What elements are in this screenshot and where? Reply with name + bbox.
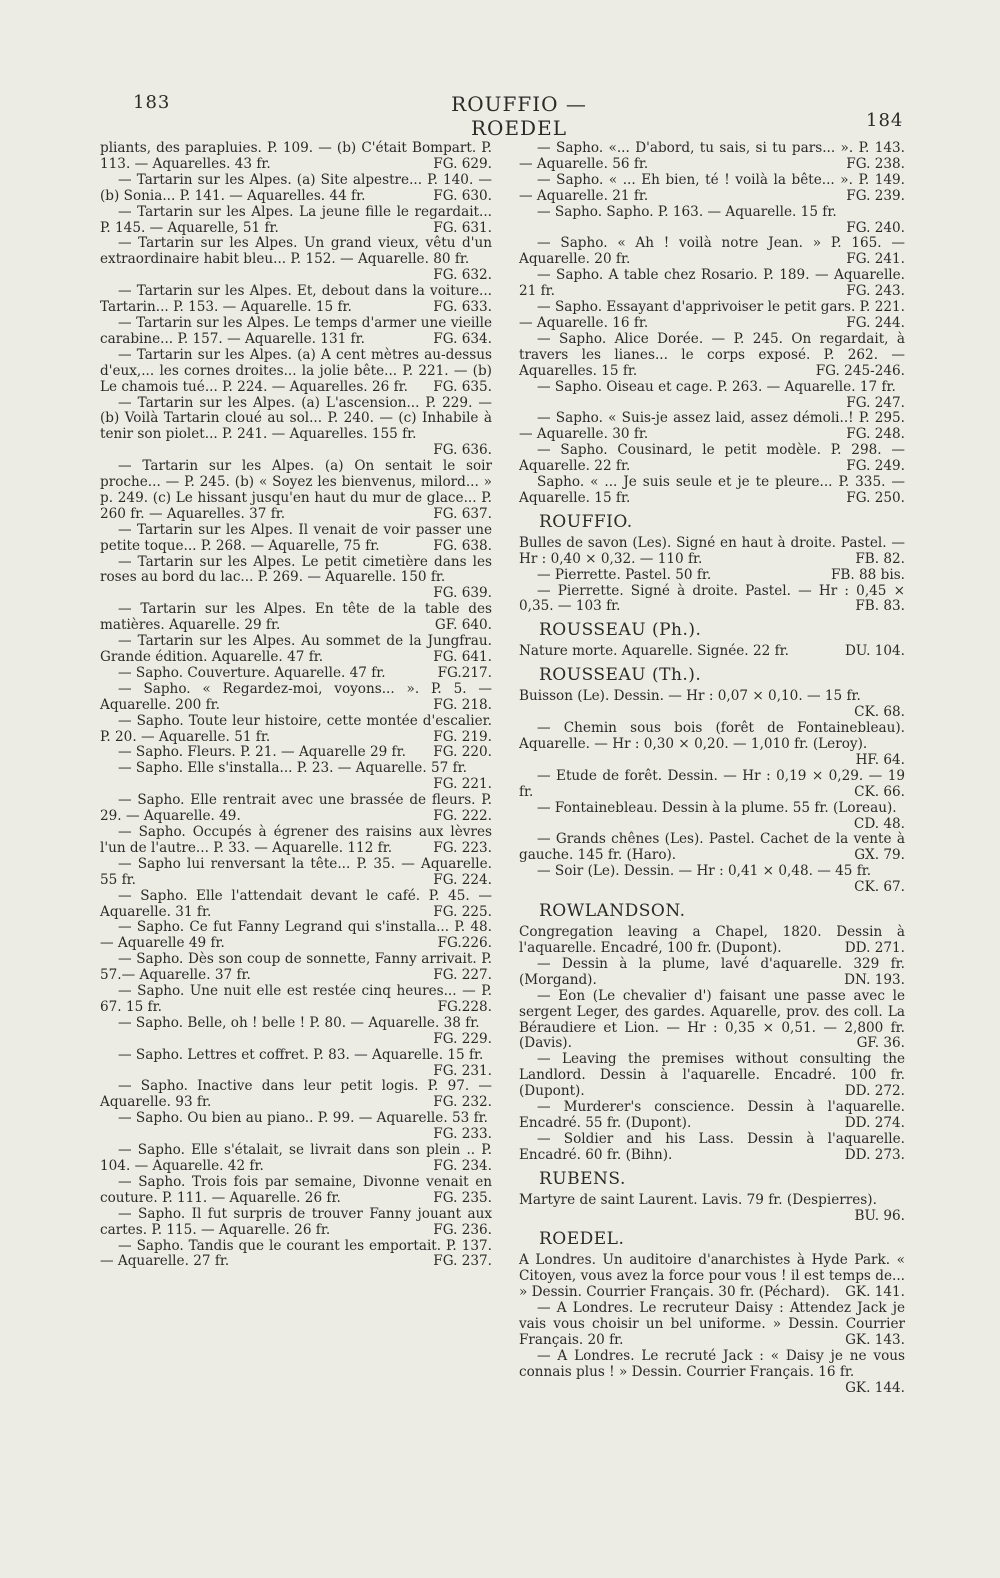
- catalog-entry: [519, 801, 905, 833]
- catalog-entry: [519, 864, 905, 896]
- entry-text: pliants, des parapluies. P. 109. — (b) C'était Bompart. P. 113. — Aquarelles. 43 fr.: [100, 140, 492, 172]
- entry-reference: FG. 250.: [846, 489, 905, 506]
- entry-text: — Tartarin sur les Alpes. Au sommet de la Jungfrau. Grande édition. Aquarelle. 47 fr.: [100, 633, 492, 665]
- catalog-entry: [100, 1048, 492, 1080]
- entry-reference: FG. 630.: [433, 187, 492, 204]
- entry-text: — Sapho. Belle, oh ! belle ! P. 80. — Aquarelle. 38 fr.: [118, 1014, 480, 1031]
- entry-text: — Sapho. « Ah ! voilà notre Jean. » P. 165. — Aquarelle. 20 fr.: [519, 235, 905, 268]
- entry-text: — A Londres. Le recruteur Daisy : Attendez Jack je vais vous choisir un bel uniforme. » Dessin. Courrier Français. 20 fr.: [519, 1300, 905, 1348]
- entry-text: — Sapho. « Regardez-moi, voyons... ». P. 5. — Aquarelle. 200 fr.: [100, 680, 492, 713]
- entry-reference: GF. 36.: [856, 1035, 905, 1052]
- entry-text: — Tartarin sur les Alpes. Il venait de voir passer une petite toque... P. 268. — Aquarelle, 75 fr.: [100, 521, 492, 554]
- entry-reference: GK. 141.: [845, 1284, 905, 1301]
- entry-text: — Tartarin sur les Alpes. En tête de la table des matières. Aquarelle. 29 fr.: [100, 601, 492, 634]
- catalog-entry: [100, 173, 492, 205]
- entry-reference: GK. 144.: [845, 1379, 905, 1396]
- left-column: [100, 141, 492, 1270]
- entry-text: Congregation leaving a Chapel, 1820. Dessin à l'aquarelle. Encadré, 100 fr. (Dupont).: [519, 924, 905, 956]
- catalog-entry: [100, 555, 492, 603]
- entry-reference: FG. 232.: [433, 1094, 492, 1111]
- entry-reference: CK. 68.: [854, 704, 905, 721]
- entry-text: — A Londres. Le recruté Jack : « Daisy je ne vous connais plus ! » Dessin. Courrier Français. 16 fr.: [519, 1347, 905, 1380]
- right-column: [519, 141, 905, 1397]
- entry-reference: FG. 636.: [433, 442, 492, 459]
- artist-heading: ROUFFIO.: [539, 511, 633, 532]
- entry-text: — Soldier and his Lass. Dessin à l'aquarelle. Encadré. 60 fr. (Bihn).: [519, 1130, 905, 1163]
- entry-text: — Tartarin sur les Alpes. (a) On sentait le soir proche... — P. 245. (b) « Soyez les bienvenus, milord... » p. 249. (c) Le hissant jusqu'en haut du mur de glace... P. 260 fr. — Aquarelles. 37 fr.: [100, 458, 492, 522]
- catalog-entry: [519, 380, 905, 412]
- entry-text: — Sapho. Fleurs. P. 21. — Aquarelle 29 fr.: [118, 744, 406, 761]
- catalog-entry: [100, 952, 492, 984]
- catalog-entry: [519, 173, 905, 205]
- catalog-entry: [100, 523, 492, 555]
- catalog-entry: [100, 459, 492, 523]
- entry-reference: FG. 631.: [433, 219, 492, 236]
- catalog-entry: [100, 825, 492, 857]
- entry-reference: FG. 236.: [433, 1221, 492, 1238]
- catalog-entry: [100, 1239, 492, 1271]
- entry-text: — Sapho. Ou bien au piano.. P. 99. — Aquarelle. 53 fr.: [118, 1110, 488, 1127]
- entry-text: Nature morte. Aquarelle. Signée. 22 fr.: [519, 643, 789, 660]
- entry-reference: FG. 248.: [846, 426, 905, 443]
- entry-reference: GF. 640.: [434, 617, 492, 634]
- entry-reference: FG. 238.: [846, 155, 905, 172]
- entry-reference: DU. 104.: [844, 643, 905, 660]
- entry-reference: CK. 66.: [854, 783, 905, 800]
- entry-text: Buisson (Le). Dessin. — Hr : 0,07 × 0,10. — 15 fr.: [519, 688, 861, 705]
- entry-reference: FG. 244.: [846, 314, 905, 331]
- entry-text: — Sapho. Ce fut Fanny Legrand qui s'installa... P. 48. — Aquarelle 49 fr.: [100, 919, 492, 952]
- entry-reference: FG. 637.: [433, 505, 492, 522]
- catalog-entry: [519, 832, 905, 864]
- catalog-entry: [519, 989, 905, 1053]
- entry-reference: FG.217.: [437, 664, 492, 681]
- catalog-entry: [100, 1143, 492, 1175]
- entry-reference: HF. 64.: [855, 751, 905, 768]
- catalog-entry: [519, 536, 905, 568]
- entry-reference: FG. 639.: [433, 585, 492, 602]
- entry-reference: FG. 245-246.: [815, 362, 905, 379]
- entry-text: — Tartarin sur les Alpes. Et, debout dans la voiture... Tartarin... P. 153. — Aquarelle. 15 fr.: [100, 283, 492, 316]
- catalog-entry: [519, 1253, 905, 1301]
- entry-text: — Pierrette. Signé à droite. Pastel. — Hr : 0,45 × 0,35. — 103 fr.: [519, 582, 905, 615]
- entry-reference: DD. 273.: [844, 1146, 905, 1163]
- entry-reference: FG. 235.: [433, 1189, 492, 1206]
- entry-reference: FG. 229.: [433, 1030, 492, 1047]
- entry-reference: DD. 271.: [844, 939, 905, 956]
- catalog-entry: [100, 793, 492, 825]
- catalog-entry: [100, 1175, 492, 1207]
- entry-reference: FG. 629.: [433, 155, 492, 172]
- entry-reference: FG. 641.: [433, 649, 492, 665]
- catalog-entry: [519, 925, 905, 957]
- entry-reference: FG. 240.: [846, 219, 905, 236]
- entry-text: — Soir (Le). Dessin. — Hr : 0,41 × 0,48. — 45 fr.: [537, 863, 872, 880]
- catalog-entry: [519, 1132, 905, 1164]
- entry-reference: FG. 247.: [846, 394, 905, 411]
- entry-reference: FG. 225.: [433, 903, 492, 920]
- entry-text: — Sapho. Sapho. P. 163. — Aquarelle. 15 fr.: [537, 203, 837, 220]
- catalog-entry: [519, 411, 905, 443]
- catalog-entry: [519, 475, 905, 507]
- entry-text: — Sapho. Lettres et coffret. P. 83. — Aquarelle. 15 fr.: [118, 1046, 484, 1063]
- catalog-entry: [519, 332, 905, 380]
- artist-heading: ROWLANDSON.: [539, 901, 686, 922]
- entry-reference: FG. 227.: [433, 967, 492, 984]
- entry-text: — Sapho. Elle rentrait avec une brassée de fleurs. P. 29. — Aquarelle. 49.: [100, 792, 492, 825]
- entry-text: A Londres. Un auditoire d'anarchistes à Hyde Park. « Citoyen, vous avez la force pour vous ! il est temps de... » Dessin. Courrier Français. 30 fr. (Péchard).: [519, 1252, 905, 1301]
- entry-text: — Sapho. Occupés à égrener des raisins aux lèvres l'un de l'autre... P. 33. — Aquarelle. 112 fr.: [100, 823, 492, 856]
- catalog-entry: [519, 205, 905, 237]
- entry-text: — Sapho. Cousinard, le petit modèle. P. 298. — Aquarelle. 22 fr.: [519, 442, 905, 475]
- catalog-entry: [519, 300, 905, 332]
- catalog-entry: [100, 761, 492, 793]
- catalog-entry: [100, 920, 492, 952]
- entry-text: — Leaving the premises without consulting the Landlord. Dessin à l'aquarelle. Encadré. 100 fr. (Dupont).: [519, 1051, 905, 1100]
- entry-reference: FG. 635.: [433, 378, 492, 395]
- entry-reference: FG. 237.: [433, 1253, 492, 1270]
- catalog-entry: [519, 584, 905, 616]
- entry-text: — Sapho. Trois fois par semaine, Divonne venait en couture. P. 111. — Aquarelle. 26 fr.: [100, 1173, 492, 1206]
- entry-text: — Sapho. Elle s'installa... P. 23. — Aquarelle. 57 fr.: [118, 760, 467, 777]
- entry-reference: FG. 633.: [433, 299, 492, 316]
- running-head: ROUFFIO — ROEDEL: [451, 92, 587, 140]
- entry-reference: FG. 220.: [433, 744, 492, 761]
- entry-text: Martyre de saint Laurent. Lavis. 79 fr. (Despierres).: [519, 1191, 877, 1208]
- artist-heading: ROEDEL.: [539, 1229, 625, 1250]
- catalog-entry: [100, 666, 492, 682]
- entry-text: — Sapho. A table chez Rosario. P. 189. — Aquarelle. 21 fr.: [519, 267, 905, 300]
- entry-text: — Sapho. Couverture. Aquarelle. 47 fr.: [118, 664, 386, 681]
- entry-text: — Pierrette. Pastel. 50 fr.: [537, 566, 712, 583]
- catalog-entry: [519, 568, 905, 584]
- catalog-entry: [519, 141, 905, 173]
- artist-heading: RUBENS.: [539, 1168, 626, 1189]
- entry-reference: FG. 224.: [433, 871, 492, 888]
- catalog-entry: [100, 141, 492, 173]
- catalog-entry: [100, 1207, 492, 1239]
- catalog-entry: [519, 268, 905, 300]
- catalog-entry: [100, 602, 492, 634]
- entry-text: — Grands chênes (Les). Pastel. Cachet de la vente à gauche. 145 fr. (Haro).: [519, 831, 905, 864]
- catalog-entry: [100, 984, 492, 1016]
- entry-text: — Chemin sous bois (forêt de Fontainebleau). Aquarelle. — Hr : 0,30 × 0,20. — 1,010 fr. (Leroy).: [519, 720, 905, 752]
- entry-reference: FG. 638.: [433, 537, 492, 554]
- catalog-entry: [100, 396, 492, 460]
- catalog-entry: [519, 644, 905, 660]
- entry-reference: FG. 234.: [433, 1158, 492, 1174]
- entry-text: — Sapho. «... D'abord, tu sais, si tu pars... ». P. 143. — Aquarelle. 56 fr.: [519, 140, 905, 172]
- entry-reference: FG. 233.: [433, 1126, 492, 1143]
- catalog-entry: [100, 634, 492, 666]
- catalog-entry: [100, 889, 492, 921]
- entry-reference: FG. 632.: [433, 267, 492, 284]
- entry-text: — Sapho. « Suis-je assez laid, assez démoli..! P. 295. — Aquarelle. 30 fr.: [519, 410, 905, 443]
- entry-reference: DD. 274.: [844, 1114, 905, 1131]
- entry-text: — Tartarin sur les Alpes. Le temps d'armer une vieille carabine... P. 157. — Aquarelle. 131 fr.: [100, 314, 492, 347]
- catalog-entry: [519, 236, 905, 268]
- artist-heading: ROUSSEAU (Ph.).: [539, 620, 702, 641]
- page-number-right: 184: [866, 110, 904, 131]
- entry-reference: FG. 243.: [846, 283, 905, 300]
- entry-text: — Etude de forêt. Dessin. — Hr : 0,19 × 0,29. — 19 fr.: [519, 767, 905, 800]
- entry-reference: DN. 193.: [844, 971, 905, 988]
- entry-reference: FG. 218.: [433, 696, 492, 713]
- entry-text: — Tartarin sur les Alpes. (a) Site alpestre... P. 140. — (b) Sonia... P. 141. — Aquarelles. 44 fr.: [100, 171, 492, 204]
- entry-reference: FG. 223.: [433, 839, 492, 856]
- entry-text: Sapho. « ... Je suis seule et je te pleure... P. 335. — Aquarelle. 15 fr.: [519, 474, 905, 506]
- catalog-entry: [100, 1016, 492, 1048]
- entry-text: — Murderer's conscience. Dessin à l'aquarelle. Encadré. 55 fr. (Dupont).: [519, 1099, 905, 1131]
- entry-reference: FG. 634.: [433, 330, 492, 347]
- entry-text: — Sapho. Inactive dans leur petit logis. P. 97. — Aquarelle. 93 fr.: [100, 1078, 492, 1111]
- entry-text: — Tartarin sur les Alpes. Le petit cimetière dans les roses au bord du lac... P. 269. — Aquarelle. 150 fr.: [100, 553, 492, 586]
- entry-text: — Sapho. « ... Eh bien, té ! voilà la bête... ». P. 149. — Aquarelle. 21 fr.: [519, 171, 905, 204]
- entry-reference: BU. 96.: [854, 1207, 905, 1224]
- catalog-entry: [519, 1193, 905, 1225]
- catalog-entry: [519, 1349, 905, 1397]
- catalog-entry: [100, 682, 492, 714]
- catalog-entry: [519, 689, 905, 721]
- entry-reference: FG. 231.: [433, 1062, 492, 1079]
- entry-reference: FG. 241.: [846, 251, 905, 268]
- artist-heading: ROUSSEAU (Th.).: [539, 665, 702, 686]
- catalog-entry: [519, 1301, 905, 1349]
- entry-reference: FG. 239.: [846, 187, 905, 204]
- entry-text: — Sapho. Tandis que le courant les emportait. P. 137. — Aquarelle. 27 fr.: [100, 1237, 492, 1270]
- catalog-entry: [100, 1079, 492, 1111]
- entry-reference: CD. 48.: [853, 815, 905, 832]
- catalog-entry: [519, 443, 905, 475]
- entry-text: — Tartarin sur les Alpes. (a) A cent mètres au-dessus d'eux,... les cornes droites... la jolie bête... P. 221. — (b) Le chamois tué... P. 224. — Aquarelles. 26 fr.: [100, 346, 492, 395]
- entry-text: — Dessin à la plume, lavé d'aquarelle. 329 fr. (Morgand).: [519, 955, 905, 988]
- entry-text: — Sapho lui renversant la tête... P. 35. — Aquarelle. 55 fr.: [100, 855, 492, 888]
- catalog-entry: [100, 316, 492, 348]
- page-number-left: 183: [133, 92, 171, 113]
- entry-reference: FG. 219.: [433, 728, 492, 745]
- entry-text: — Sapho. Toute leur histoire, cette montée d'escalier. P. 20. — Aquarelle. 51 fr.: [100, 712, 492, 745]
- catalog-entry: [100, 745, 492, 761]
- entry-text: — Sapho. Elle l'attendait devant le café. P. 45. — Aquarelle. 31 fr.: [100, 887, 492, 920]
- catalog-entry: [100, 205, 492, 237]
- entry-reference: FB. 82.: [855, 550, 905, 567]
- entry-text: — Tartarin sur les Alpes. (a) L'ascension... P. 229. — (b) Voilà Tartarin cloué au sol... P. 240. — (c) Inhabile à tenir son piolet... P. 241. — Aquarelles. 155 fr.: [100, 394, 492, 443]
- entry-text: — Sapho. Une nuit elle est restée cinq heures... — P. 67. 15 fr.: [100, 983, 492, 1015]
- entry-reference: DD. 272.: [844, 1083, 905, 1100]
- entry-text: — Sapho. Il fut surpris de trouver Fanny jouant aux cartes. P. 115. — Aquarelle. 26 fr.: [100, 1205, 492, 1238]
- entry-reference: FG.226.: [437, 935, 492, 952]
- entry-reference: FB. 83.: [855, 598, 905, 615]
- entry-reference: CK. 67.: [854, 879, 905, 896]
- catalog-entry: [100, 857, 492, 889]
- entry-text: — Fontainebleau. Dessin à la plume. 55 fr. (Loreau).: [537, 799, 897, 816]
- catalog-entry: [100, 284, 492, 316]
- entry-reference: FG. 249.: [846, 458, 905, 475]
- catalog-entry: [519, 1052, 905, 1100]
- catalog-entry: [100, 1111, 492, 1143]
- entry-text: — Sapho. Essayant d'apprivoiser le petit gars. P. 221. — Aquarelle. 16 fr.: [519, 299, 905, 331]
- entry-reference: FB. 88 bis.: [830, 566, 905, 583]
- entry-text: Bulles de savon (Les). Signé en haut à droite. Pastel. — Hr : 0,40 × 0,32. — 110 fr.: [519, 534, 905, 567]
- entry-text: — Tartarin sur les Alpes. Un grand vieux, vêtu d'un extraordinaire habit bleu... P. 152. — Aquarelle. 80 fr.: [100, 235, 492, 268]
- catalog-entry: [100, 714, 492, 746]
- entry-text: — Sapho. Alice Dorée. — P. 245. On regardait, à travers les lianes... le corps exposé. P. 262. — Aquarelles. 15 fr.: [519, 330, 905, 379]
- catalog-entry: [519, 957, 905, 989]
- catalog-entry: [519, 1100, 905, 1132]
- catalog-entry: [519, 769, 905, 801]
- catalog-entry: [519, 721, 905, 769]
- catalog-entry: [100, 348, 492, 396]
- entry-text: — Eon (Le chevalier d') faisant une passe avec le sergent Leger, des gardes. Aquarelle, prov. des coll. La Béraudiere et Lion. — Hr : 0,35 × 0,51. — 2,800 fr. (Davis).: [519, 987, 905, 1052]
- entry-text: — Tartarin sur les Alpes. La jeune fille le regardait... P. 145. — Aquarelle, 51 fr.: [100, 203, 492, 236]
- entry-reference: FG.228.: [437, 998, 492, 1015]
- entry-reference: GK. 143.: [845, 1332, 905, 1348]
- entry-text: — Sapho. Dès son coup de sonnette, Fanny arrivait. P. 57.— Aquarelle. 37 fr.: [100, 951, 492, 984]
- entry-reference: FG. 221.: [433, 776, 492, 793]
- entry-reference: GX. 79.: [854, 847, 905, 864]
- entry-text: — Sapho. Oiseau et cage. P. 263. — Aquarelle. 17 fr.: [537, 378, 896, 395]
- entry-text: — Sapho. Elle s'étalait, se livrait dans son plein .. P. 104. — Aquarelle. 42 fr.: [100, 1142, 492, 1174]
- entry-reference: FG. 222.: [433, 808, 492, 825]
- catalog-entry: [100, 236, 492, 284]
